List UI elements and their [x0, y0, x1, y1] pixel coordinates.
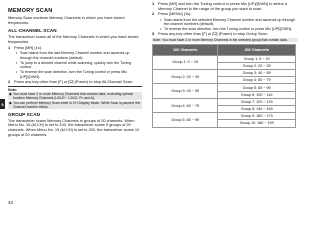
all-channel-step-1 — [8, 46, 142, 51]
group-bullet-1: • Scan starts from the selected Memory Channel number and ascends up through the channel numbers (default). — [160, 17, 295, 27]
table-cell: Group 2: 20 ~ 39 — [218, 62, 296, 69]
all-channel-intro: The transceiver scans all of the Memory Channels in which you have stored frequencies. — [8, 33, 139, 44]
table-cell: Group 8: 140 ~ 159 — [218, 106, 296, 113]
step-number: 2 — [8, 78, 11, 84]
table-cell: Group 3: 40 ~ 59 — [218, 70, 296, 77]
left-column — [8, 8, 142, 139]
table-cell: Group 10: 180 ~ 199 — [218, 120, 296, 127]
all-channel-bullet-2: • To jump to a desired channel while scanning, quickly turn the Tuning control. — [16, 60, 132, 70]
step-text: Press any key other than [F] or [⏻] (Power) to stop All-Channel Scan. — [14, 78, 133, 84]
table-row — [153, 113, 296, 120]
table-cell: Group 3: 40 ~ 59 — [153, 84, 218, 98]
right-column — [152, 2, 298, 128]
table-cell: Group 4: 60 ~ 79 — [153, 98, 218, 112]
memory-scan-intro: Memory Scan monitors Memory Channels in which you have stored frequencies. — [8, 15, 125, 25]
table-cell: Group 6: 100 ~ 119 — [218, 91, 296, 98]
note-title: Note: — [8, 88, 18, 93]
group-step-2: 2 Press [MENU] (1s). — [152, 11, 192, 17]
group-scan-heading: GROUP SCAN — [8, 112, 41, 118]
table-row — [153, 98, 296, 105]
step-text: Press [MR] (1s). — [14, 44, 43, 50]
header-200-channels: 200 Channels — [218, 44, 296, 55]
all-channel-bullet-3: • To reverse the scan direction, turn the Tuning control or press Mic [UP]/[DWN]. — [16, 70, 127, 79]
note-item: ◆ You can perform Memory Scan while in CH Display Mode. While Scan is paused, the Channel number blinks. — [9, 100, 141, 110]
all-channel-step-2 — [8, 80, 142, 85]
table-cell: Group 2: 20 ~ 39 — [153, 70, 218, 84]
group-scan-text: The transceiver scans Memory Channels in groups of 20 channels. When Menu No. 15 (M.CH) is set to 100, the transceiver scans 5 groups of 20 channels. When Menu No. 15 (M.CH) is set to 200, the transceiver scans 10 groups of 20 channels. — [8, 117, 140, 137]
table-cell: Group 1: 0 ~ 19 — [153, 55, 218, 69]
page-title: MEMORY SCAN — [8, 8, 53, 14]
note-item: ◆ You must have 2 or more Memory Channels that contain data, excluding special function Memory Channels (L0/U0 ~ L2/U2, Pr, and A). — [8, 92, 142, 100]
group-step-3: 3 Press any key other than [F] or [⏻] (Power) to stop Group Scan. — [152, 31, 268, 37]
table-row — [153, 84, 296, 91]
table-cell: Group 5: 80 ~ 99 — [218, 84, 296, 91]
chapter-tab: 9 — [0, 99, 5, 109]
table-cell: Group 9: 160 ~ 179 — [218, 113, 296, 120]
group-step-1: 1 Press [MR] and turn the Tuning control or press Mic [UP]/[DWN] to select a Memory Channel in the range of the group you want to scan. — [152, 1, 287, 11]
group-bullet-2: • To reverse the scan direction, turn the Tuning control or press Mic [UP]/[DWN]. — [160, 27, 293, 32]
table-row — [153, 70, 296, 77]
all-channel-heading: ALL-CHANNEL SCAN — [8, 28, 57, 34]
header-100-channels: 100 Channels — [153, 44, 218, 55]
step-number: 1 — [8, 44, 11, 50]
all-channel-note — [8, 86, 142, 109]
group-note: Note: You must have 2 or more Memory Channels in the selected group that contain data. — [152, 38, 298, 42]
table-cell: Group 5: 80 ~ 99 — [153, 113, 218, 127]
table-cell: Group 4: 60 ~ 79 — [218, 77, 296, 84]
page-number: 42 — [8, 200, 13, 205]
table-cell: Group 7: 120 ~ 139 — [218, 98, 296, 105]
table-cell: Group 1: 0 ~ 19 — [218, 55, 296, 62]
table-row — [153, 55, 296, 62]
all-channel-bullet-1: • Scan starts from the last Memory Channel number and ascends up through the channel numbers (default). — [16, 51, 130, 60]
group-table — [152, 44, 296, 128]
